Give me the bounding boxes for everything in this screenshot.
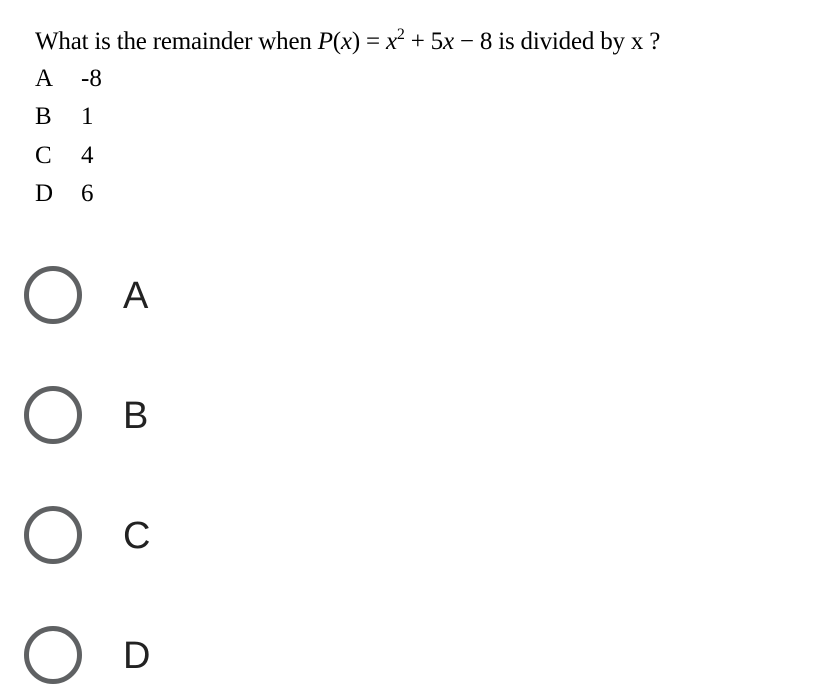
- choice-line-c: [35, 141, 94, 171]
- question-image: [0, 0, 840, 230]
- answer-option-label[interactable]: B: [123, 395, 149, 437]
- choice-value: 1: [81, 103, 94, 130]
- choice-value: -8: [81, 65, 102, 92]
- question-suffix: is divided by x ?: [492, 28, 661, 55]
- math-variable: x: [340, 28, 352, 55]
- choice-letter: B: [35, 103, 52, 130]
- radio-unselected-icon[interactable]: [24, 386, 82, 444]
- radio-unselected-icon[interactable]: [24, 626, 82, 684]
- math-minus-term: − 8: [453, 28, 493, 55]
- answer-option-b[interactable]: [24, 386, 324, 450]
- choice-letter: D: [35, 180, 54, 207]
- choice-value: 4: [81, 142, 94, 169]
- math-variable: x: [442, 28, 454, 55]
- answer-option-d[interactable]: [24, 626, 324, 690]
- choice-letter: A: [35, 65, 54, 92]
- question-text: [35, 26, 660, 58]
- answer-option-c[interactable]: [24, 506, 324, 570]
- math-open-paren: (: [332, 28, 341, 55]
- math-function-name: P: [317, 28, 333, 55]
- question-prefix: What is the remainder when: [35, 28, 318, 55]
- math-exponent: 2: [396, 26, 405, 43]
- answer-option-a[interactable]: [24, 266, 324, 330]
- radio-unselected-icon[interactable]: [24, 266, 82, 324]
- math-equals: ) =: [351, 28, 386, 55]
- math-variable: x: [385, 28, 397, 55]
- answer-option-label[interactable]: A: [123, 275, 149, 317]
- choice-letter: C: [35, 142, 52, 169]
- choice-line-b: [35, 102, 94, 132]
- math-plus-term: + 5: [404, 28, 443, 55]
- answer-option-label[interactable]: C: [123, 515, 151, 557]
- choice-value: 6: [81, 180, 94, 207]
- radio-unselected-icon[interactable]: [24, 506, 82, 564]
- choice-line-d: [35, 179, 94, 209]
- answer-option-label[interactable]: D: [123, 635, 151, 677]
- choice-line-a: [35, 64, 102, 94]
